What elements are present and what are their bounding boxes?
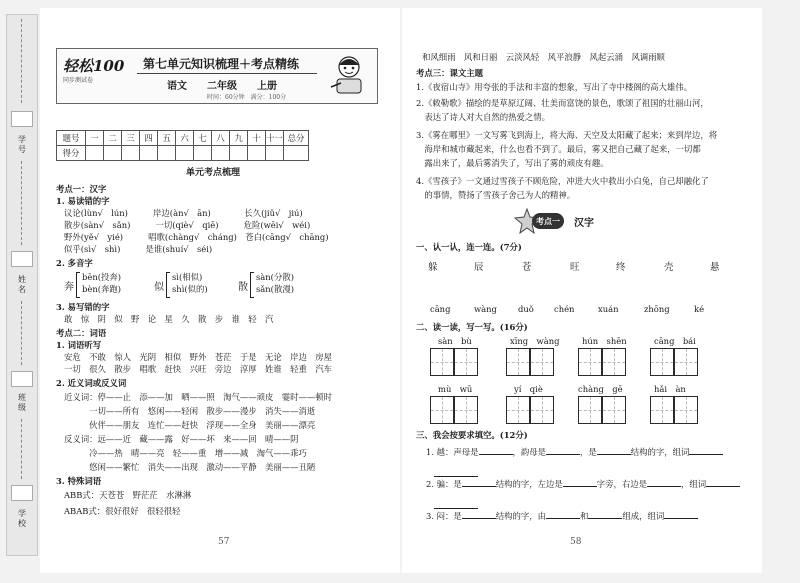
pinyin-item[interactable]: cāng <box>430 304 451 314</box>
topic-heading: 考点一：汉字 <box>56 184 107 194</box>
polyphone-group <box>64 272 154 298</box>
sidebar-label-name: 姓名 <box>18 275 26 294</box>
score-table-header-row <box>57 131 309 146</box>
polyphone-reading: bèn(奔跑) <box>82 284 121 294</box>
fill-text: 1. 越：声母是 <box>426 447 479 457</box>
subheading: 1. 易读错的字 <box>56 196 110 206</box>
writing-grid[interactable] <box>430 396 478 424</box>
badge-pill: 考点一 <box>532 213 564 229</box>
pinyin-item[interactable]: duǒ <box>518 304 534 314</box>
score-cell[interactable] <box>158 146 176 161</box>
theme-item: 4.《雪孩子》一文通过雪孩子不顾危险，冲进大火中救出小白兔，自己却融化了 <box>416 176 709 186</box>
score-col: 八 <box>212 131 230 146</box>
subheading: 3. 特殊词语 <box>56 476 102 486</box>
theme-item: 3.《雾在哪里》一文写雾飞到海上，将大海、天空及太阳藏了起来；来到岸边，将 <box>416 130 718 140</box>
fill-blank[interactable] <box>588 510 622 519</box>
writing-grid[interactable] <box>578 348 626 376</box>
question-1: 一、认一认，连一连。(7分) <box>416 242 522 252</box>
volume-label: 上册 <box>257 81 277 92</box>
pinyin-line: 议论(lùn√ lún) 岸边(àn√ ān) 长久(jiǔ√ jiú) <box>64 208 303 218</box>
time-score-info: 时间：60分钟 满分：100分 <box>207 94 287 101</box>
fill-text: 2. 骗：是 <box>426 479 462 489</box>
polyphone-group <box>238 272 318 298</box>
id-box[interactable] <box>11 111 33 127</box>
pinyin-item[interactable]: chén <box>554 304 575 314</box>
sidebar-label-class: 班级 <box>18 393 26 412</box>
fill-blank[interactable] <box>597 446 631 455</box>
score-cell[interactable] <box>248 146 266 161</box>
subheading: 2. 多音字 <box>56 258 93 268</box>
fill-blank[interactable] <box>664 510 698 519</box>
pinyin-item[interactable]: wàng <box>474 304 497 314</box>
brand-logo: 轻松100 <box>63 57 125 75</box>
brace <box>250 272 254 298</box>
fill-blank[interactable] <box>434 468 478 477</box>
fill-text: 结构的字，由 <box>495 511 547 521</box>
polyphone-reading: bēn(投奔) <box>82 272 121 282</box>
pinyin-item[interactable]: zhōng <box>644 304 670 314</box>
grid-pinyin: yí qiè <box>514 384 543 394</box>
score-col: 五 <box>158 131 176 146</box>
pinyin-line: 似乎(sì√ shì) 是谁(shuí√ séi) <box>64 244 213 254</box>
score-cell[interactable] <box>194 146 212 161</box>
pinyin-line: 散步(sàn√ sǎn) 一切(qiè√ qiē) 危险(wēi√ wéi) <box>64 220 311 230</box>
synonym-line: 伙伴——朋友 连忙——赶快 浮现——全身 美丽——漂亮 <box>64 420 316 430</box>
fill-blank[interactable] <box>546 446 580 455</box>
left-page <box>40 8 400 573</box>
score-cell[interactable] <box>230 146 248 161</box>
brace <box>76 272 80 298</box>
score-cell[interactable] <box>104 146 122 161</box>
dashed-line <box>21 19 22 103</box>
fill-blank[interactable] <box>462 510 496 519</box>
fill-text: 字旁，右边是 <box>596 479 648 489</box>
name-box[interactable] <box>11 251 33 267</box>
char-item[interactable]: 终 <box>616 262 626 273</box>
grade-label: 二年级 <box>207 81 237 92</box>
fill-text: ，韵母是 <box>512 447 547 457</box>
writing-grid[interactable] <box>650 348 698 376</box>
writing-grid[interactable] <box>650 396 698 424</box>
fill-text: ，是 <box>580 447 597 457</box>
topic-heading: 考点二：词语 <box>56 328 107 338</box>
score-cell[interactable] <box>176 146 194 161</box>
sidebar-label-school: 学校 <box>18 509 26 528</box>
antonym-line: 反义词：远——近 藏——露 好——坏 来——回 晴——阴 <box>64 434 299 444</box>
score-cell[interactable] <box>86 146 104 161</box>
school-box[interactable] <box>11 485 33 501</box>
score-row-header: 题号 <box>57 131 86 146</box>
pinyin-line: 野外(yě√ yié) 唱歌(chàng√ cháng) 苍白(cāng√ chāng) <box>64 232 329 242</box>
synonym-line: 一切——所有 悠闲——轻闲 散步——漫步 消失——消逝 <box>64 406 316 416</box>
subheading: 1. 词语听写 <box>56 340 102 350</box>
polyphone-reading: shì(似的) <box>172 284 208 294</box>
grid-pinyin: sàn bù <box>438 336 472 346</box>
writing-grid[interactable] <box>578 396 626 424</box>
score-table-score-row <box>57 146 309 161</box>
dashed-line <box>21 301 22 365</box>
score-col: 六 <box>176 131 194 146</box>
score-col: 七 <box>194 131 212 146</box>
polyphone-char: 奔 <box>64 282 74 293</box>
score-col: 四 <box>140 131 158 146</box>
score-col: 一 <box>86 131 104 146</box>
word-pattern: ABB式：天苍苍 野茫茫 水淋淋 <box>64 490 192 500</box>
char-item[interactable]: 辰 <box>474 262 484 273</box>
theme-item: 2.《敕勒歌》描绘的是草原辽阔、壮美而富饶的景色，歌颂了祖国的壮丽山河， <box>416 98 709 108</box>
fill-item <box>426 478 740 490</box>
writing-grid[interactable] <box>506 348 554 376</box>
brace <box>166 272 170 298</box>
score-col: 十一 <box>266 131 284 146</box>
char-item[interactable]: 悬 <box>710 262 720 273</box>
writing-grid[interactable] <box>430 348 478 376</box>
word-pattern: ABAB式：很好很好 很轻很轻 <box>64 506 181 516</box>
subheading: 3. 易写错的字 <box>56 302 110 312</box>
synonym-line: 近义词：停——止 添——加 晒——照 淘气——顽皮 霎时——顿时 <box>64 392 332 402</box>
score-col: 十 <box>248 131 266 146</box>
polyphone-char: 似 <box>154 282 164 293</box>
antonym-line: 冷——热 晴——亮 轻——重 增——减 淘气——乖巧 <box>64 448 307 458</box>
fill-text: 3. 闷：是 <box>426 511 462 521</box>
theme-item: 1.《夜宿山寺》用夸张的手法和丰富的想象，写出了寺中楼阁的高大雄伟。 <box>416 82 692 92</box>
unit-header <box>56 48 378 104</box>
dashed-line <box>21 419 22 479</box>
fill-item <box>426 446 723 458</box>
topic-heading: 考点三：课文主题 <box>416 68 483 78</box>
score-cell[interactable] <box>284 146 309 161</box>
polyphone-reading: sǎn(散漫) <box>256 284 294 294</box>
writing-grid[interactable] <box>506 396 554 424</box>
pinyin-item[interactable]: xuán <box>598 304 619 314</box>
score-cell[interactable] <box>266 146 284 161</box>
pinyin-item[interactable]: ké <box>694 304 705 314</box>
fill-item <box>426 510 698 522</box>
question-2: 二、读一读，写一写。(16分) <box>416 322 528 332</box>
score-label: 得分 <box>57 146 86 161</box>
fill-blank[interactable] <box>706 478 740 487</box>
char-item[interactable]: 壳 <box>664 262 674 273</box>
fill-blank[interactable] <box>689 446 723 455</box>
score-col: 九 <box>230 131 248 146</box>
word-list: 一切 很久 散步 唱歌 赶快 兴旺 旁边 淳厚 姓谁 轻重 汽车 <box>64 364 332 374</box>
fill-blank[interactable] <box>462 478 496 487</box>
section-title: 单元考点梳理 <box>186 168 241 178</box>
fill-blank[interactable] <box>434 500 478 509</box>
char-item[interactable]: 旺 <box>570 262 580 273</box>
dashed-line <box>21 161 22 245</box>
score-col: 三 <box>122 131 140 146</box>
sidebar-label-id: 学号 <box>18 135 26 154</box>
section-badge <box>514 208 606 234</box>
score-table <box>56 130 309 161</box>
score-cell[interactable] <box>122 146 140 161</box>
score-cell[interactable] <box>140 146 158 161</box>
antonym-line: 悠闲——繁忙 消失——出现 激动——平静 美丽——丑陋 <box>64 462 316 472</box>
cartoon-student-icon <box>329 53 369 97</box>
theme-item: 露出来了，最后雾消失了，写出了雾的顽皮有趣。 <box>416 158 609 168</box>
header-divider <box>137 73 317 74</box>
char-item[interactable]: 躲 <box>428 262 438 273</box>
polyphone-char: 散 <box>238 282 248 293</box>
score-cell[interactable] <box>212 146 230 161</box>
fill-text: 组成，组词 <box>622 511 665 521</box>
binding-sidebar <box>6 14 38 556</box>
fill-text: 结构的字，组词 <box>630 447 690 457</box>
theme-item: 表达了诗人对大自然的热爱之情。 <box>416 112 550 122</box>
char-item[interactable]: 苍 <box>522 262 532 273</box>
polyphone-reading: sì(相似) <box>172 272 203 282</box>
score-col: 二 <box>104 131 122 146</box>
grid-pinyin: cāng bái <box>654 336 696 346</box>
right-page <box>402 8 762 573</box>
class-box[interactable] <box>11 371 33 387</box>
subject-label: 语文 <box>167 81 187 92</box>
fill-text: 和 <box>580 511 589 521</box>
word-list: 安危 不敢 惊人 光阴 相似 野外 苍茫 于是 无论 岸边 房屋 <box>64 352 332 362</box>
polyphone-group <box>154 272 234 298</box>
idiom-list: 和风细雨 风和日丽 云淡风轻 风平浪静 风起云涌 风调雨顺 <box>422 52 665 62</box>
theme-item: 海岸和城市藏起来，什么也看不到了。最后，雾又把自己藏了起来，一切都 <box>416 144 701 154</box>
fill-blank[interactable] <box>546 510 580 519</box>
fill-blank[interactable] <box>479 446 513 455</box>
unit-title: 第七单元知识梳理＋考点精练 <box>143 57 300 71</box>
grid-pinyin: hún shēn <box>582 336 627 346</box>
page-number: 57 <box>218 537 230 547</box>
char-list: 敢 惊 阴 似 野 论 星 久 散 步 谁 轻 汽 <box>64 314 274 324</box>
grid-pinyin: mù wū <box>438 384 473 394</box>
subheading: 2. 近义词或反义词 <box>56 378 127 388</box>
fill-blank[interactable] <box>563 478 597 487</box>
grid-pinyin: hǎi àn <box>654 384 686 394</box>
fill-text: 结构的字，左边是 <box>495 479 563 489</box>
theme-item: 的事情，赞扬了雪孩子舍己为人的精神。 <box>416 190 576 200</box>
grid-pinyin: xīng wàng <box>510 336 560 346</box>
page-number: 58 <box>570 537 582 547</box>
fill-text: ，组词 <box>681 479 707 489</box>
grid-pinyin: chàng gē <box>578 384 623 394</box>
fill-blank[interactable] <box>647 478 681 487</box>
question-3: 三、我会按要求填空。(12分) <box>416 430 528 440</box>
badge-text: 汉字 <box>574 218 594 229</box>
brand-subtitle: 同步测试卷 <box>63 77 94 84</box>
polyphone-reading: sàn(分散) <box>256 272 294 282</box>
score-col: 总分 <box>284 131 309 146</box>
